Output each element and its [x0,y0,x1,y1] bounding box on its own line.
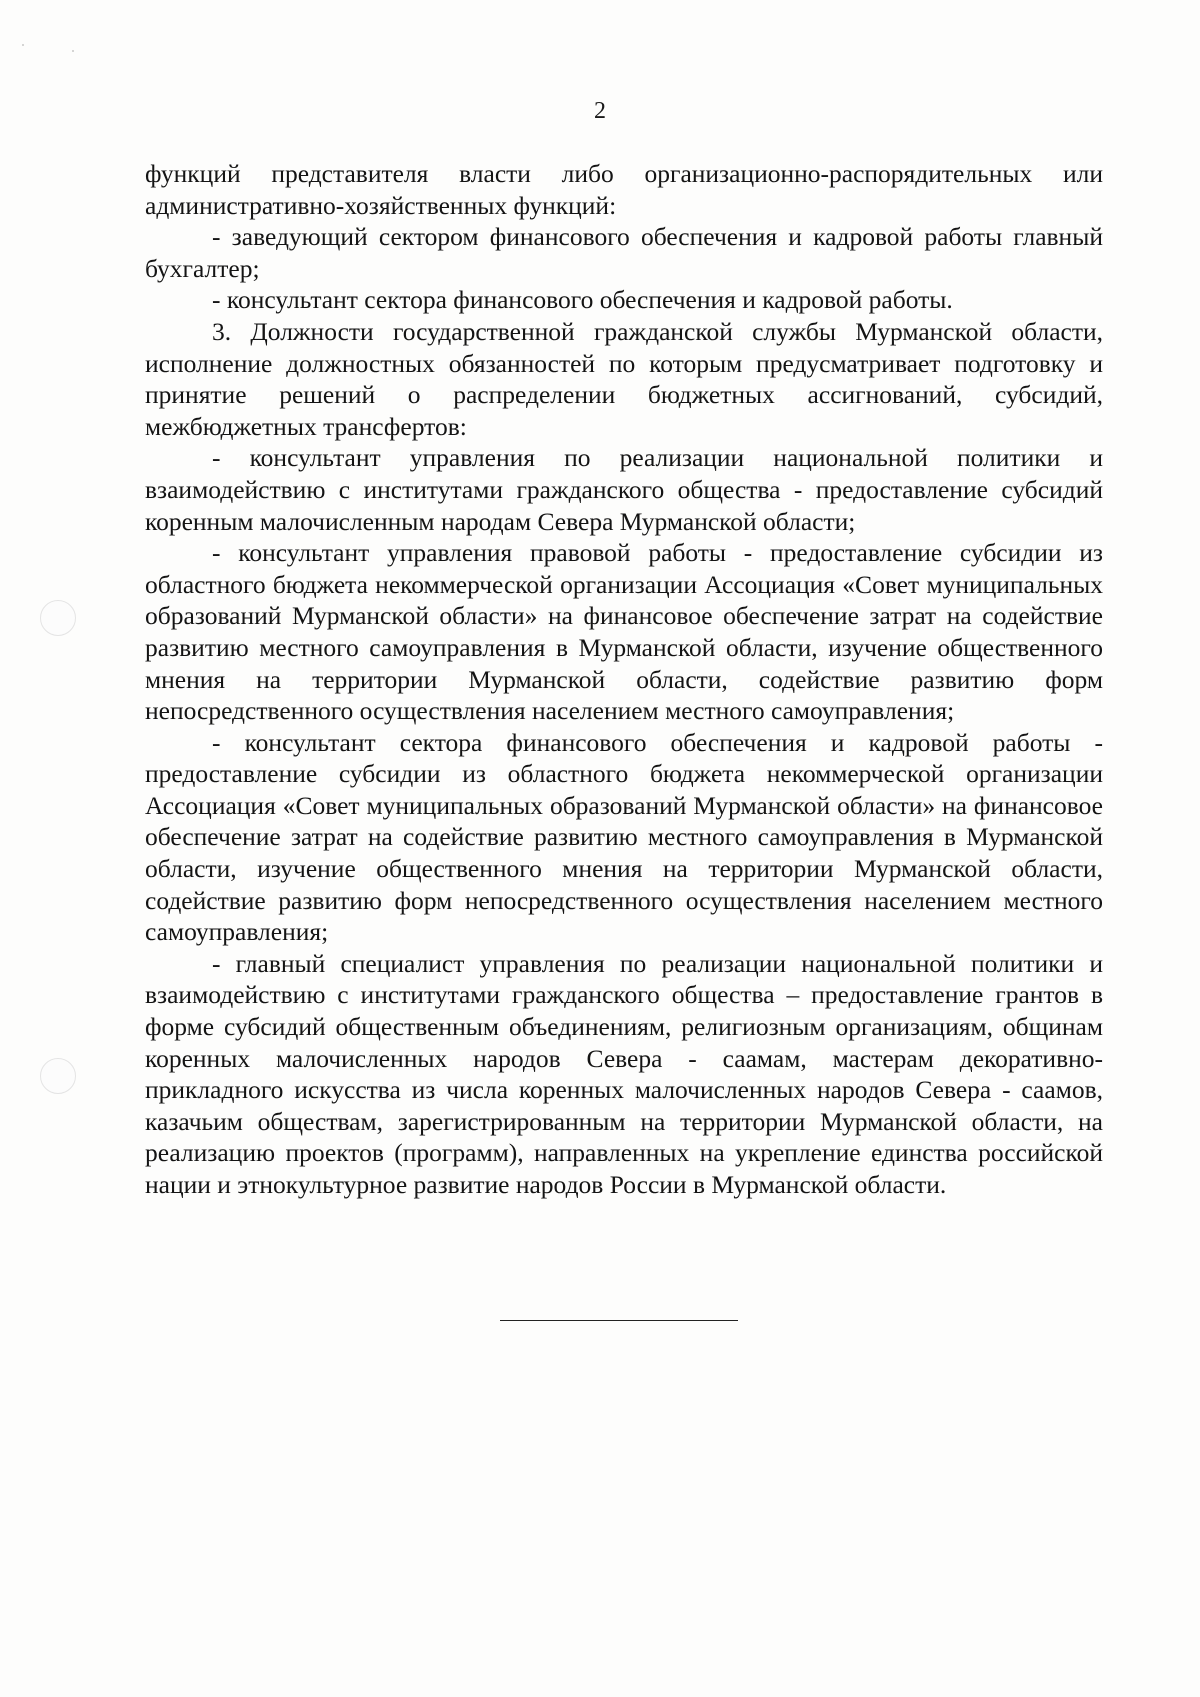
page-number: 2 [594,98,606,124]
scan-speck [22,44,24,46]
paragraph-finance-consultant: - консультант сектора финансового обеспечения и кадровой работы. [212,285,953,315]
scan-speck [72,50,74,52]
paragraph-chief-accountant: - заведующий сектором финансового обеспечения и кадровой работы главный бухгалтер; [145,222,1103,283]
paragraph-legal-consultant: - консультант управления правовой работы - предоставление субсидии из областного бюджета некоммерческой организации Ассоциация «Совет муниципальных образований Мурманской области» на финансовое обеспечение затрат на содействие развитию местного самоуправления в Мурманской области, изучение общественного мнения на территории Мурманской области, содействие развитию форм непосредственного осуществления населением местного самоуправления; [145,538,1103,726]
document-body [145,158,1103,1201]
paragraph-continuation: функций представителя власти либо организационно-распорядительных или административно-хозяйственных функций: [145,159,1103,220]
punch-hole-mark [40,600,76,636]
closing-rule [500,1320,738,1321]
paragraph-chief-specialist: - главный специалист управления по реализации национальной политики и взаимодействию с институтами гражданского общества – предоставление грантов в форме субсидий общественным объединениям, религиозным организациям, общинам коренных малочисленных народов Севера - саамам, мастерам декоративно-прикладного искусства из числа коренных малочисленных народов Севера - саамов, казачьим обществам, зарегистрированным на территории Мурманской области, на реализацию проектов (программ), направленных на укрепление единства российской нации и этнокультурное развитие народов России в Мурманской области. [145,948,1103,1199]
paragraph-national-policy-consultant: - консультант управления по реализации национальной политики и взаимодействию с институтами гражданского общества - предоставление субсидий коренным малочисленным народам Севера Мурманской области; [145,443,1103,536]
paragraph-finance-sector-consultant: - консультант сектора финансового обеспечения и кадровой работы - предоставление субсидии из областного бюджета некоммерческой организации Ассоциация «Совет муниципальных образований Мурманской области» на финансовое обеспечение затрат на содействие развитию местного самоуправления в Мурманской области, изучение общественного мнения на территории Мурманской области, содействие развитию форм непосредственного осуществления населением местного самоуправления; [145,727,1103,947]
punch-hole-mark [40,1058,76,1094]
paragraph-section-3: 3. Должности государственной гражданской службы Мурманской области, исполнение должностных обязанностей по которым предусматривает подготовку и принятие решений о распределении бюджетных ассигнований, субсидий, межбюджетных трансфертов: [145,316,1103,441]
